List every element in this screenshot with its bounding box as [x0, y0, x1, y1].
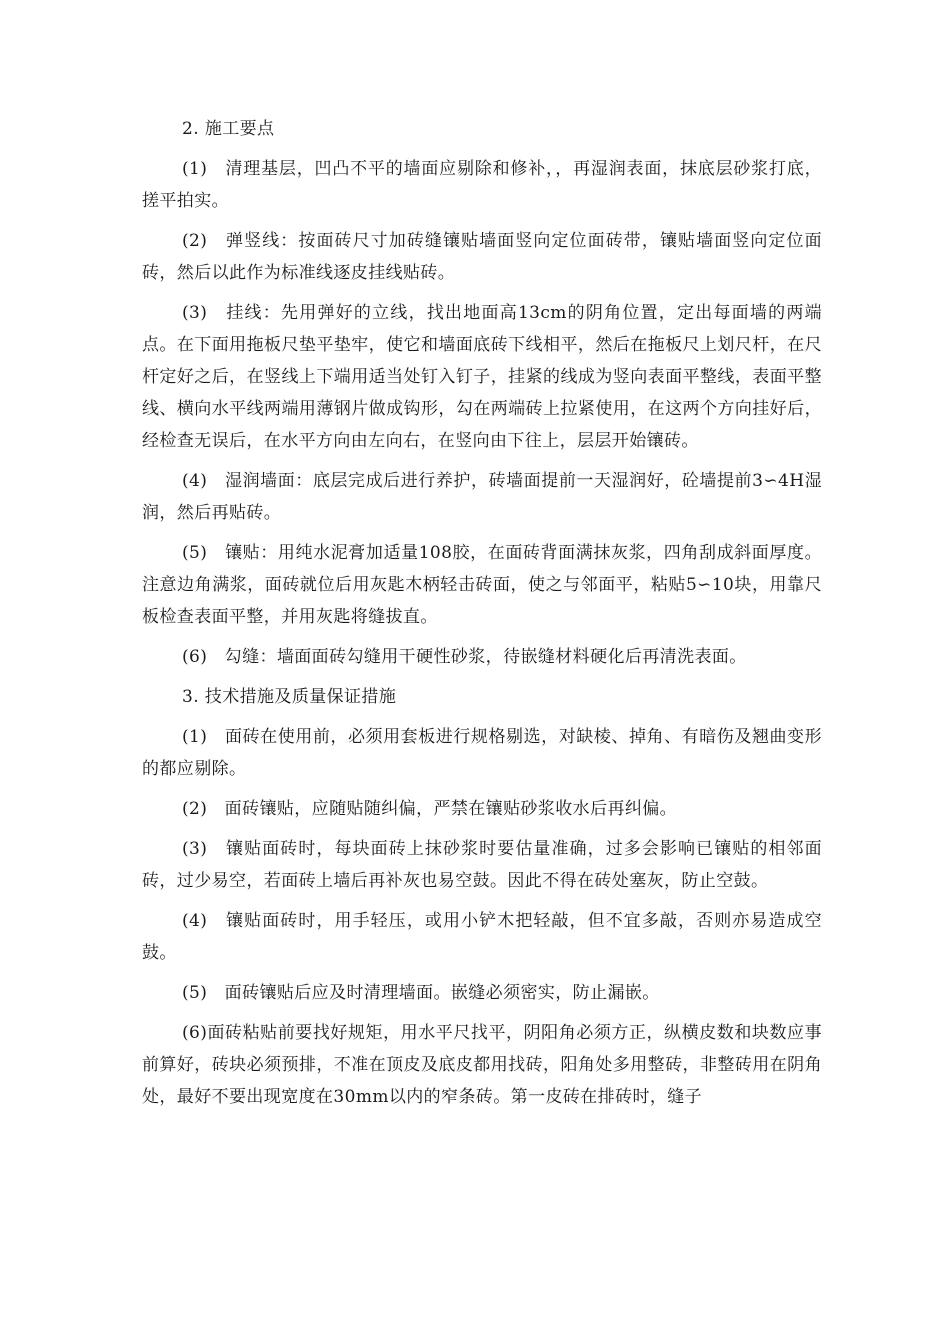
paragraph-measure-1: (1) 面砖在使用前，必须用套板进行规格剔选，对缺棱、掉角、有暗伤及翘曲变形的都应剔除。 — [142, 727, 822, 779]
paragraph-measure-2: (2) 面砖镶贴，应随贴随纠偏，严禁在镶贴砂浆收水后再纠偏。 — [182, 799, 678, 819]
document-body — [142, 113, 822, 1121]
paragraph-vertical-line: (2) 弹竖线：按面砖尺寸加砖缝镶贴墙面竖向定位面砖带，镶贴墙面竖向定位面砖，然后以此作为标准线逐皮挂线贴砖。 — [142, 231, 822, 283]
paragraph-measure-4: (4) 镶贴面砖时，用手轻压，或用小铲木把轻敲，但不宜多敲，否则亦易造成空鼓。 — [142, 911, 822, 963]
paragraph-pointing: (6) 勾缝：墙面面砖勾缝用干硬性砂浆，待嵌缝材料硬化后再清洗表面。 — [182, 647, 747, 667]
section-heading-technical-measures: 3. 技术措施及质量保证措施 — [182, 687, 397, 707]
paragraph-wet-wall: (4) 湿润墙面：底层完成后进行养护，砖墙面提前一天湿润好，砼墙提前3∽4H湿润，然后再贴砖。 — [142, 471, 822, 523]
paragraph-tiling: (5) 镶贴：用纯水泥膏加适量108胶，在面砖背面满抹灰浆，四角刮成斜面厚度。注意边角满浆，面砖就位后用灰匙木柄轻击砖面，使之与邻面平，粘贴5∽10块，用靠尺板检查表面平整，并用灰匙将缝拔直。 — [142, 543, 822, 627]
paragraph-hang-line: (3) 挂线：先用弹好的立线，找出地面高13cm的阴角位置，定出每面墙的两端点。在下面用拖板尺垫平垫牢，使它和墙面底砖下线相平，然后在拖板尺上划尺杆，在尺杆定好之后，在竖线上下端用适当处钉入钉子，挂紧的线成为竖向表面平整线，表面平整线、横向水平线两端用薄钢片做成钩形，勾在两端砖上拉紧使用，在这两个方向挂好后，经检查无误后，在水平方向由左向右，在竖向由下往上，层层开始镶砖。 — [142, 303, 822, 451]
paragraph-measure-5: (5) 面砖镶贴后应及时清理墙面。嵌缝必须密实，防止漏嵌。 — [182, 983, 660, 1003]
paragraph-measure-6: (6)面砖粘贴前要找好规矩，用水平尺找平，阴阳角必须方正，纵横皮数和块数应事前算好，砖块必须预排，不准在顶皮及底皮都用找砖，阳角处多用整砖，非整砖用在阴角处，最好不要出现宽度在30mm以内的窄条砖。第一皮砖在排砖时，缝子 — [142, 1023, 822, 1107]
paragraph-clean-base: (1) 清理基层，凹凸不平的墙面应剔除和修补，，再湿润表面，抹底层砂浆打底，搓平拍实。 — [142, 159, 822, 211]
section-heading-construction-points: 2. 施工要点 — [182, 119, 275, 139]
paragraph-measure-3: (3) 镶贴面砖时，每块面砖上抹砂浆时要估量准确，过多会影响已镶贴的相邻面砖，过少易空，若面砖上墙后再补灰也易空鼓。因此不得在砖处塞灰，防止空鼓。 — [142, 839, 822, 891]
